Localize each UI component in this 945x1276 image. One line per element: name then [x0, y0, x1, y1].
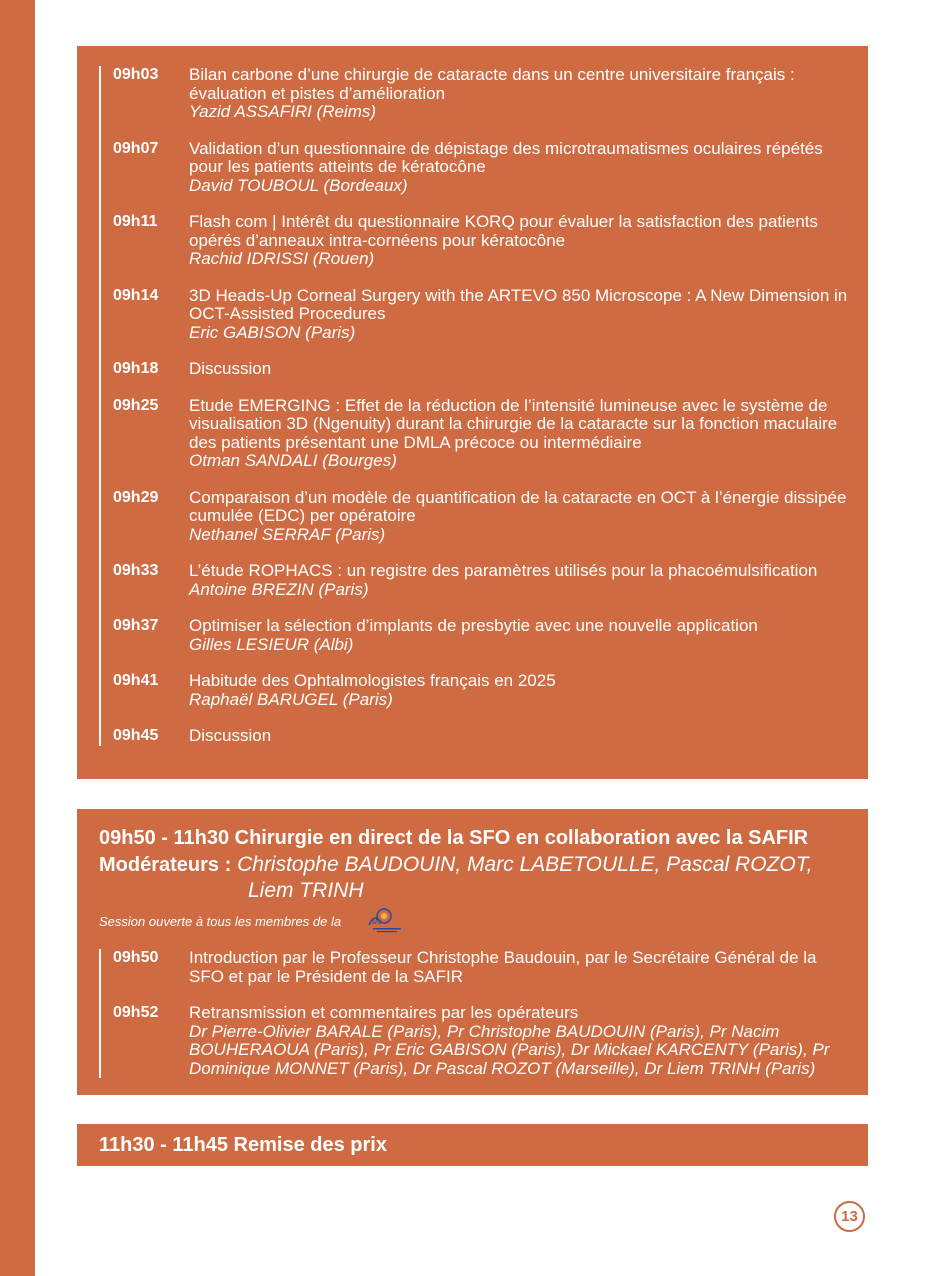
- item-speaker: Antoine BREZIN (Paris): [189, 579, 369, 599]
- item-title: Discussion: [189, 726, 272, 745]
- item-title: Discussion: [189, 359, 272, 378]
- item-speaker: Eric GABISON (Paris): [189, 322, 356, 342]
- schedule-item: [101, 727, 856, 746]
- item-time: 09h18: [113, 360, 159, 377]
- moderators-names-continued: Liem TRINH: [248, 879, 364, 902]
- item-time: 09h50: [113, 949, 159, 966]
- item-time: 09h07: [113, 139, 159, 157]
- schedule-item: [101, 213, 856, 269]
- schedule-item: [101, 140, 856, 196]
- item-time: 09h37: [113, 617, 159, 634]
- schedule-item: [101, 672, 856, 709]
- item-time: 09h11: [113, 213, 158, 230]
- awards-title: 11h30 - 11h45 Remise des prix: [99, 1134, 387, 1156]
- item-speaker: Raphaël BARUGEL (Paris): [189, 689, 393, 709]
- item-speaker: David TOUBOUL (Bordeaux): [189, 175, 408, 195]
- item-speaker: Dr Pierre-Olivier BARALE (Paris), Pr Christophe BAUDOUIN (Paris), Pr Nacim BOUHERAOUA (Paris), Pr Eric GABISON (Paris), Dr Mickael KARCENTY (Paris), Pr Dominique MONNET (Paris), Dr Pascal ROZOT (Marseille), Dr Liem TRINH (Paris): [189, 1021, 830, 1078]
- item-title: Flash com | Intérêt du questionnaire KORQ pour évaluer la satisfaction des patients opérés d’anneaux intra-cornéens pour kératocône: [189, 212, 819, 250]
- page-number: 13: [834, 1201, 865, 1232]
- item-title: 3D Heads-Up Corneal Surgery with the ARTEVO 850 Microscope : A New Dimension in OCT-Assisted Procedures: [189, 285, 848, 323]
- session-panel-live-surgery: [77, 809, 868, 1095]
- schedule-item: [101, 1004, 856, 1078]
- item-title: Validation d’un questionnaire de dépistage des microtraumatismes oculaires répétés pour les patients atteints de kératocône: [189, 138, 823, 176]
- session-panel-morning: [77, 46, 868, 779]
- item-title: Retransmission et commentaires par les opérateurs: [189, 1003, 579, 1022]
- schedule-item: [101, 66, 856, 122]
- session-header: [99, 826, 859, 903]
- item-time: 09h14: [113, 286, 159, 304]
- svg-text:sfo: sfo: [371, 917, 382, 926]
- schedule-item: [101, 949, 856, 986]
- item-title: Habitude des Ophtalmologistes français en 2025: [189, 671, 556, 690]
- moderators-label: Modérateurs :: [99, 854, 232, 876]
- schedule-list: [99, 66, 856, 746]
- session-title: 09h50 - 11h30 Chirurgie en direct de la SFO en collaboration avec la SAFIR: [99, 827, 809, 849]
- item-speaker: Rachid IDRISSI (Rouen): [189, 249, 375, 268]
- item-title: Etude EMERGING : Effet de la réduction de l’intensité lumineuse avec le système de visualisation 3D (Ngenuity) durant la chirurgie de la cataracte sur la fonction maculaire des patients présentant une DMLA précoce ou intermédiaire: [189, 395, 838, 452]
- moderators: [99, 852, 859, 903]
- schedule-item: [101, 489, 856, 545]
- moderators-names: Christophe BAUDOUIN, Marc LABETOULLE, Pascal ROZOT,: [237, 853, 813, 876]
- item-time: 09h03: [113, 66, 159, 83]
- item-title: Introduction par le Professeur Christophe Baudouin, par le Secrétaire Général de la SFO et par le Président de la SAFIR: [189, 948, 817, 986]
- open-session-note: [99, 907, 405, 935]
- left-color-strip: [0, 0, 35, 1276]
- item-speaker: Yazid ASSAFIRI (Reims): [189, 102, 377, 121]
- item-time: 09h29: [113, 488, 159, 506]
- item-time: 09h52: [113, 1004, 159, 1021]
- item-speaker: Gilles LESIEUR (Albi): [189, 634, 354, 654]
- schedule-item: [101, 562, 856, 599]
- schedule-item: [101, 397, 856, 471]
- schedule-item: [101, 360, 856, 379]
- item-title: Optimiser la sélection d’implants de presbytie avec une nouvelle application: [189, 616, 758, 635]
- schedule-list: [99, 949, 856, 1078]
- sfo-logo-icon: [361, 907, 405, 935]
- item-title: Comparaison d’un modèle de quantification de la cataracte en OCT à l’énergie dissipée cumulée (EDC) per opératoire: [189, 487, 847, 525]
- item-speaker: Nethanel SERRAF (Paris): [189, 524, 386, 544]
- item-title: Bilan carbone d’une chirurgie de cataracte dans un centre universitaire français : évaluation et pistes d’amélioration: [189, 65, 795, 103]
- schedule-item: [101, 617, 856, 654]
- schedule-item: [101, 287, 856, 343]
- open-session-text: Session ouverte à tous les membres de la: [99, 913, 342, 929]
- item-speaker: Otman SANDALI (Bourges): [189, 451, 397, 470]
- item-time: 09h33: [113, 562, 159, 579]
- session-panel-awards: [77, 1124, 868, 1166]
- item-time: 09h45: [113, 727, 159, 744]
- item-time: 09h41: [113, 672, 159, 689]
- item-time: 09h25: [113, 396, 159, 414]
- item-title: L’étude ROPHACS : un registre des paramètres utilisés pour la phacoémulsification: [189, 561, 818, 580]
